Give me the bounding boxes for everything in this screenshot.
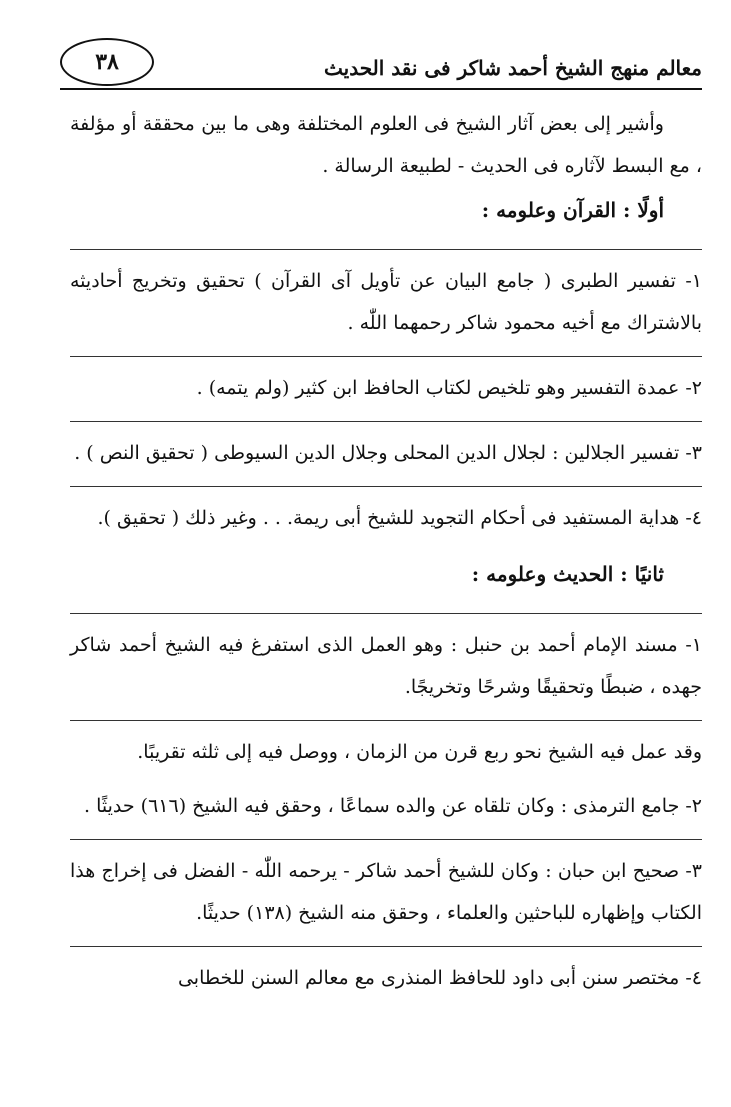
section-heading-quran: أولًا : القرآن وعلومه :: [481, 198, 664, 222]
header-title: معالم منهج الشيخ أحمد شاكر فى نقد الحديث: [324, 56, 702, 80]
divider: [70, 613, 702, 614]
list-item: ٤- مختصر سنن أبى داود للحافظ المنذرى مع معالم السنن للخطابى: [177, 967, 702, 989]
section-heading-hadith: ثانيًا : الحديث وعلومه :: [471, 562, 664, 586]
page-number: ٣٨: [60, 38, 154, 86]
running-header: [60, 30, 702, 92]
divider: [70, 486, 702, 487]
list-item: وقد عمل فيه الشيخ نحو ربع قرن من الزمان ، ووصل فيه إلى ثلثه تقريبًا.: [137, 741, 702, 763]
list-item: ٢- جامع الترمذى : وكان تلقاه عن والده سماعًا ، وحقق فيه الشيخ (٦١٦) حديثًا .: [84, 795, 702, 817]
divider: [70, 720, 702, 721]
list-item: ٢- عمدة التفسير وهو تلخيص لكتاب الحافظ ابن كثير (ولم يتمه) .: [196, 377, 702, 399]
divider: [70, 421, 702, 422]
divider: [70, 839, 702, 840]
header-divider: [60, 88, 702, 90]
list-item: ٣- تفسير الجلالين : لجلال الدين المحلى وجلال الدين السيوطى ( تحقيق النص ) .: [74, 442, 702, 464]
list-item: ٤- هداية المستفيد فى أحكام التجويد للشيخ أبى ريمة. . . وغير ذلك ( تحقيق ).: [97, 507, 702, 529]
list-item: ٣- صحيح ابن حبان : وكان للشيخ أحمد شاكر - يرحمه اللّٰه - الفضل فى إخراج هذا الكتاب وإظهاره للباحثين والعلماء ، وحقق منه الشيخ (١٣٨) حديثًا.: [70, 860, 702, 924]
divider: [70, 356, 702, 357]
list-item: ١- مسند الإمام أحمد بن حنبل : وهو العمل الذى استفرغ فيه الشيخ أحمد شاكر جهده ، ضبطًا وتحقيقًا وشرحًا وتخريجًا.: [70, 634, 702, 698]
divider: [70, 946, 702, 947]
page-body: [70, 103, 702, 1011]
divider: [70, 249, 702, 250]
list-item: ١- تفسير الطبرى ( جامع البيان عن تأويل آى القرآن ) تحقيق وتخريج أحاديثه بالاشتراك مع أخيه محمود شاكر رحمهما اللّٰه .: [70, 270, 702, 334]
intro-paragraph: وأشير إلى بعض آثار الشيخ فى العلوم المختلفة وهى ما بين محققة أو مؤلفة ، مع البسط لآثاره فى الحديث - لطبيعة الرسالة .: [70, 113, 702, 177]
